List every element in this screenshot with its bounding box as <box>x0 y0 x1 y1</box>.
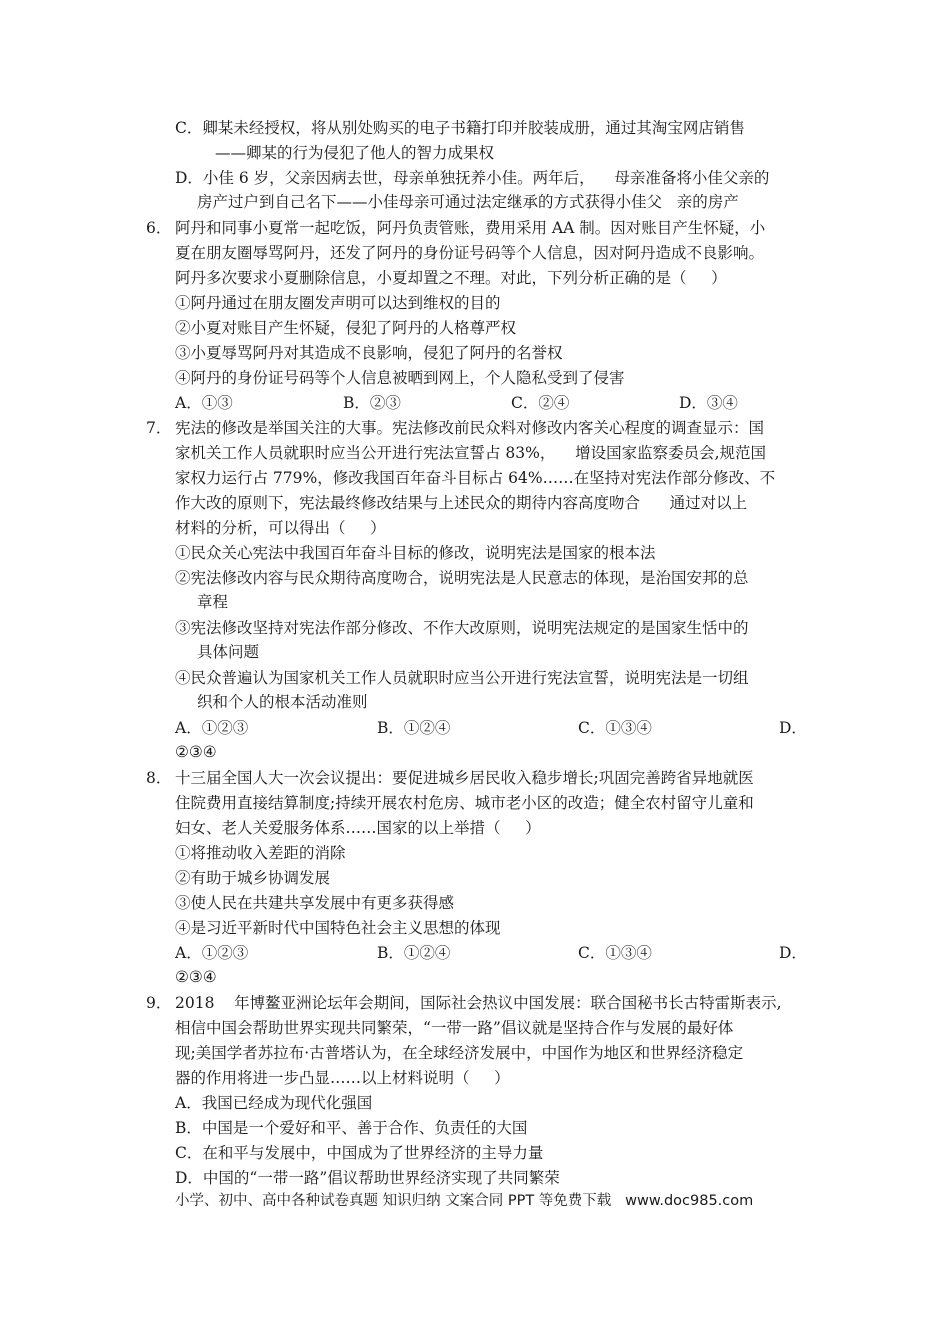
q8-option-b: B．①②④ <box>377 944 451 962</box>
q8-stem-line: 妇女、老人关爱服务体系……国家的以上举措（ ） <box>175 819 541 837</box>
q7-option-c: C．①③④ <box>578 719 652 737</box>
q9-stem-line: 相信中国会帮助世界实现共同繁荣，“一带一路”倡议就是坚持合作与发展的最好体 <box>175 1019 734 1037</box>
q6-stem-line: 阿丹多次要求小夏删除信息，小夏却置之不理。对此，下列分析正确的是（ ） <box>175 269 727 287</box>
q8-item: ①将推动收入差距的消除 <box>175 844 346 862</box>
q7-item-wrap: 章程 <box>197 593 229 611</box>
q6-stem-line: 阿丹和同事小夏常一起吃饭，阿丹负责管账，费用采用 AA 制。因对账目产生怀疑，小 <box>175 219 766 237</box>
q8-option-c: C．①③④ <box>578 944 652 962</box>
q6-stem-line: 夏在朋友圈辱骂阿丹，还发了阿丹的身份证号码等个人信息，因对阿丹造成不良影响。 <box>175 244 765 262</box>
q6-item: ④阿丹的身份证号码等个人信息被晒到网上，个人隐私受到了侵害 <box>175 369 625 387</box>
q8-item: ③使人民在共建共享发展中有更多获得感 <box>175 894 455 912</box>
q5-option-d-line2: 房产过户到自己名下——小佳母亲可通过法定继承的方式获得小佳父 亲的房产 <box>197 193 739 211</box>
q7-stem-line: 家机关工作人员就职时应当公开进行宪法宣誓占 83%， 增设国家监察委员会,规范国 <box>175 444 767 462</box>
q6-option-d: D．③④ <box>679 394 738 412</box>
q7-item: ③宪法修改坚持对宪法作部分修改、不作大改原则，说明宪法规定的是国家生恬中的 <box>175 619 749 637</box>
q7-option-b: B．①②④ <box>377 719 451 737</box>
q7-option-d: D． <box>779 719 807 737</box>
q5-option-c-line1: C．卿某未经授权，将从别处购买的电子书籍打印并胶装成册，通过其淘宝网店销售 <box>175 119 745 137</box>
q7-option-d-wrap: ②③④ <box>175 743 217 761</box>
q9-option-c: C．在和平与发展中，中国成为了世界经济的主导力量 <box>175 1144 544 1162</box>
q8-option-d: D． <box>779 944 807 962</box>
q7-item-wrap: 具体问题 <box>197 643 260 661</box>
q8-number: 8． <box>146 769 172 787</box>
q9-option-b: B．中国是一个爱好和平、善于合作、负责任的大国 <box>175 1119 528 1137</box>
q9-number: 9． <box>146 994 172 1012</box>
q7-item: ④民众普遍认为国家机关工作人员就职时应当公开进行宪法宣誓，说明宪法是一切组 <box>175 669 749 687</box>
q6-option-b: B．②③ <box>343 394 401 412</box>
footer-download-note: 小学、初中、高中各种试卷真题 知识归纳 文案合同 PPT 等免费下载 www.doc985.com <box>175 1193 754 1209</box>
q9-stem-line: 现;美国学者苏拉布·古普塔认为，在全球经济发展中，中国作为地区和世界经济稳定 <box>175 1044 744 1062</box>
q8-item: ④是习近平新时代中国特色社会主义思想的体现 <box>175 919 501 937</box>
q8-item: ②有助于城乡协调发展 <box>175 869 331 887</box>
q7-stem-line: 家权力运行占 779%，修改我国百年奋斗目标占 64%……在坚持对宪法作部分修改、不 <box>175 469 776 487</box>
q8-stem-line: 十三届全国人大一次会议提出：要促进城乡居民收入稳步增长;巩固完善跨省异地就医 <box>175 769 754 787</box>
q9-option-d: D．中国的“一带一路”倡议帮助世界经济实现了共同繁荣 <box>175 1169 560 1187</box>
q8-option-a: A．①②③ <box>175 944 249 962</box>
q5-option-d-line1: D．小佳 6 岁，父亲因病去世，母亲单独抚养小佳。两年后， 母亲准备将小佳父亲的 <box>175 169 770 187</box>
q9-option-a: A．我国已经成为现代化强国 <box>175 1094 373 1112</box>
q8-option-d-wrap: ②③④ <box>175 968 217 986</box>
q6-item: ②小夏对账目产生怀疑，侵犯了阿丹的人格尊严权 <box>175 319 517 337</box>
q6-item: ①阿丹通过在朋友圈发声明可以达到维权的目的 <box>175 294 501 312</box>
q6-item: ③小夏辱骂阿丹对其造成不良影响，侵犯了阿丹的名誉权 <box>175 344 563 362</box>
q7-stem-line: 材料的分析，可以得出（ ） <box>175 519 386 537</box>
q6-number: 6． <box>146 219 172 237</box>
q9-stem-line: 2018 年博鳌亚洲论坛年会期间，国际社会热议中国发展：联合国秘书长古特雷斯表示, <box>175 994 782 1012</box>
q9-stem-line: 器的作用将进一步凸显……以上材料说明（ ） <box>175 1069 510 1087</box>
q7-stem-line: 宪法的修改是举国关注的大事。宪法修改前民众料对修改内客关心程度的调查显示：国 <box>175 419 765 437</box>
q7-item-wrap: 织和个人的根本活动准则 <box>197 693 368 711</box>
q6-option-c: C．②④ <box>511 394 570 412</box>
q6-option-a: A．①③ <box>175 394 233 412</box>
q8-stem-line: 住院费用直接结算制度;持续开展农村危房、城市老小区的改造；健全农村留守儿童和 <box>175 794 754 812</box>
q7-option-a: A．①②③ <box>175 719 249 737</box>
q5-option-c-line2: ——卿某的行为侵犯了他人的智力成果权 <box>215 144 495 162</box>
q7-item: ②宪法修改内容与民众期待高度吻合，说明宪法是人民意志的体现，是治国安邦的总 <box>175 569 749 587</box>
q7-stem-line: 作大改的原则下，宪法最终修改结果与上述民众的期待内容高度吻合 通过对以上 <box>175 494 748 512</box>
q7-item: ①民众关心宪法中我国百年奋斗目标的修改，说明宪法是国家的根本法 <box>175 544 656 562</box>
q7-number: 7． <box>146 419 172 437</box>
